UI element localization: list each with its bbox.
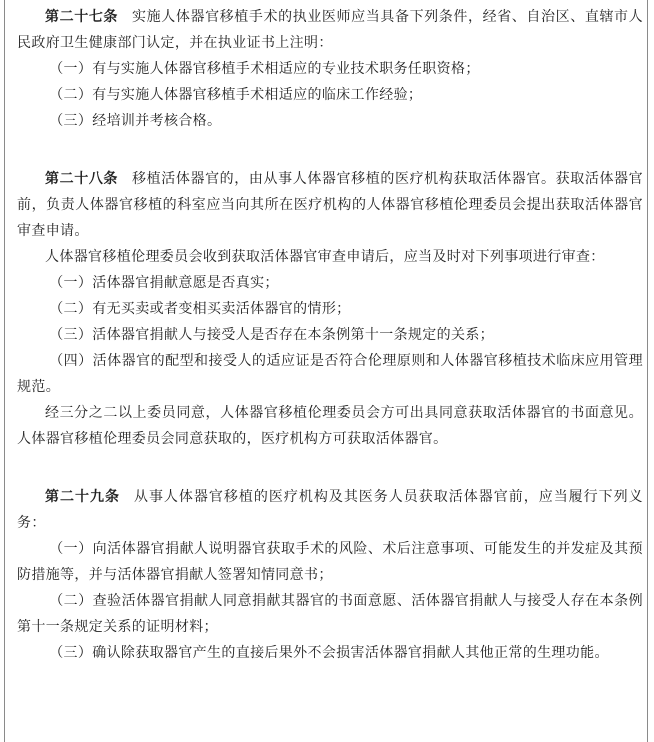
article-27-item-3: （三）经培训并考核合格。 (49, 113, 222, 129)
article-27-number: 第二十七条 (45, 9, 119, 25)
article-29-intro-text: 从事人体器官移植的医疗机构及其医务人员获取活体器官前，应当履行下列义务： (17, 489, 643, 531)
article-29-number: 第二十九条 (45, 489, 120, 505)
section-spacer (17, 134, 643, 166)
article-27-intro (17, 4, 643, 56)
article-29-intro (17, 484, 643, 536)
article-28-item-4: （四）活体器官的配型和接受人的适应证是否符合伦理原则和人体器官移植技术临床应用管理规范。 (17, 353, 643, 395)
article-28-paragraph-3: 经三分之二以上委员同意，人体器官移植伦理委员会方可出具同意获取活体器官的书面意见。人体器官移植伦理委员会同意获取的，医疗机构方可获取活体器官。 (17, 405, 643, 447)
document-frame (4, 0, 648, 742)
article-28-item-3: （三）活体器官捐献人与接受人是否存在本条例第十一条规定的关系； (49, 327, 495, 343)
document-body (17, 4, 643, 666)
article-28-number: 第二十八条 (45, 171, 119, 187)
article-28-intro (17, 166, 643, 244)
article-27-item-1: （一）有与实施人体器官移植手术相适应的专业技术职务任职资格； (49, 61, 480, 77)
article-28-intro-text: 移植活体器官的，由从事人体器官移植的医疗机构获取活体器官。获取活体器官前，负责人体器官移植的科室应当向其所在医疗机构的人体器官移植伦理委员会提出获取活体器官审查申请。 (17, 171, 644, 239)
article-29 (17, 484, 643, 666)
section-spacer (17, 452, 643, 484)
article-28-item-2: （二）有无买卖或者变相买卖活体器官的情形； (49, 301, 351, 317)
article-29-item-3: （三）确认除获取器官产生的直接后果外不会损害活体器官捐献人其他正常的生理功能。 (49, 645, 609, 661)
article-29-item-1: （一）向活体器官捐献人说明器官获取手术的风险、术后注意事项、可能发生的并发症及其预防措施等，并与活体器官捐献人签署知情同意书； (17, 541, 643, 583)
article-27 (17, 4, 643, 134)
article-29-item-2: （二）查验活体器官捐献人同意捐献其器官的书面意愿、活体器官捐献人与接受人存在本条例第十一条规定关系的证明材料； (17, 593, 643, 635)
article-27-intro-text: 实施人体器官移植手术的执业医师应当具备下列条件，经省、自治区、直辖市人民政府卫生健康部门认定，并在执业证书上注明： (17, 9, 644, 51)
article-27-item-2: （二）有与实施人体器官移植手术相适应的临床工作经验； (49, 87, 423, 103)
article-28-paragraph-2: 人体器官移植伦理委员会收到获取活体器官审查申请后，应当及时对下列事项进行审查： (45, 249, 605, 265)
article-28 (17, 166, 643, 452)
article-28-item-1: （一）活体器官捐献意愿是否真实； (49, 275, 279, 291)
